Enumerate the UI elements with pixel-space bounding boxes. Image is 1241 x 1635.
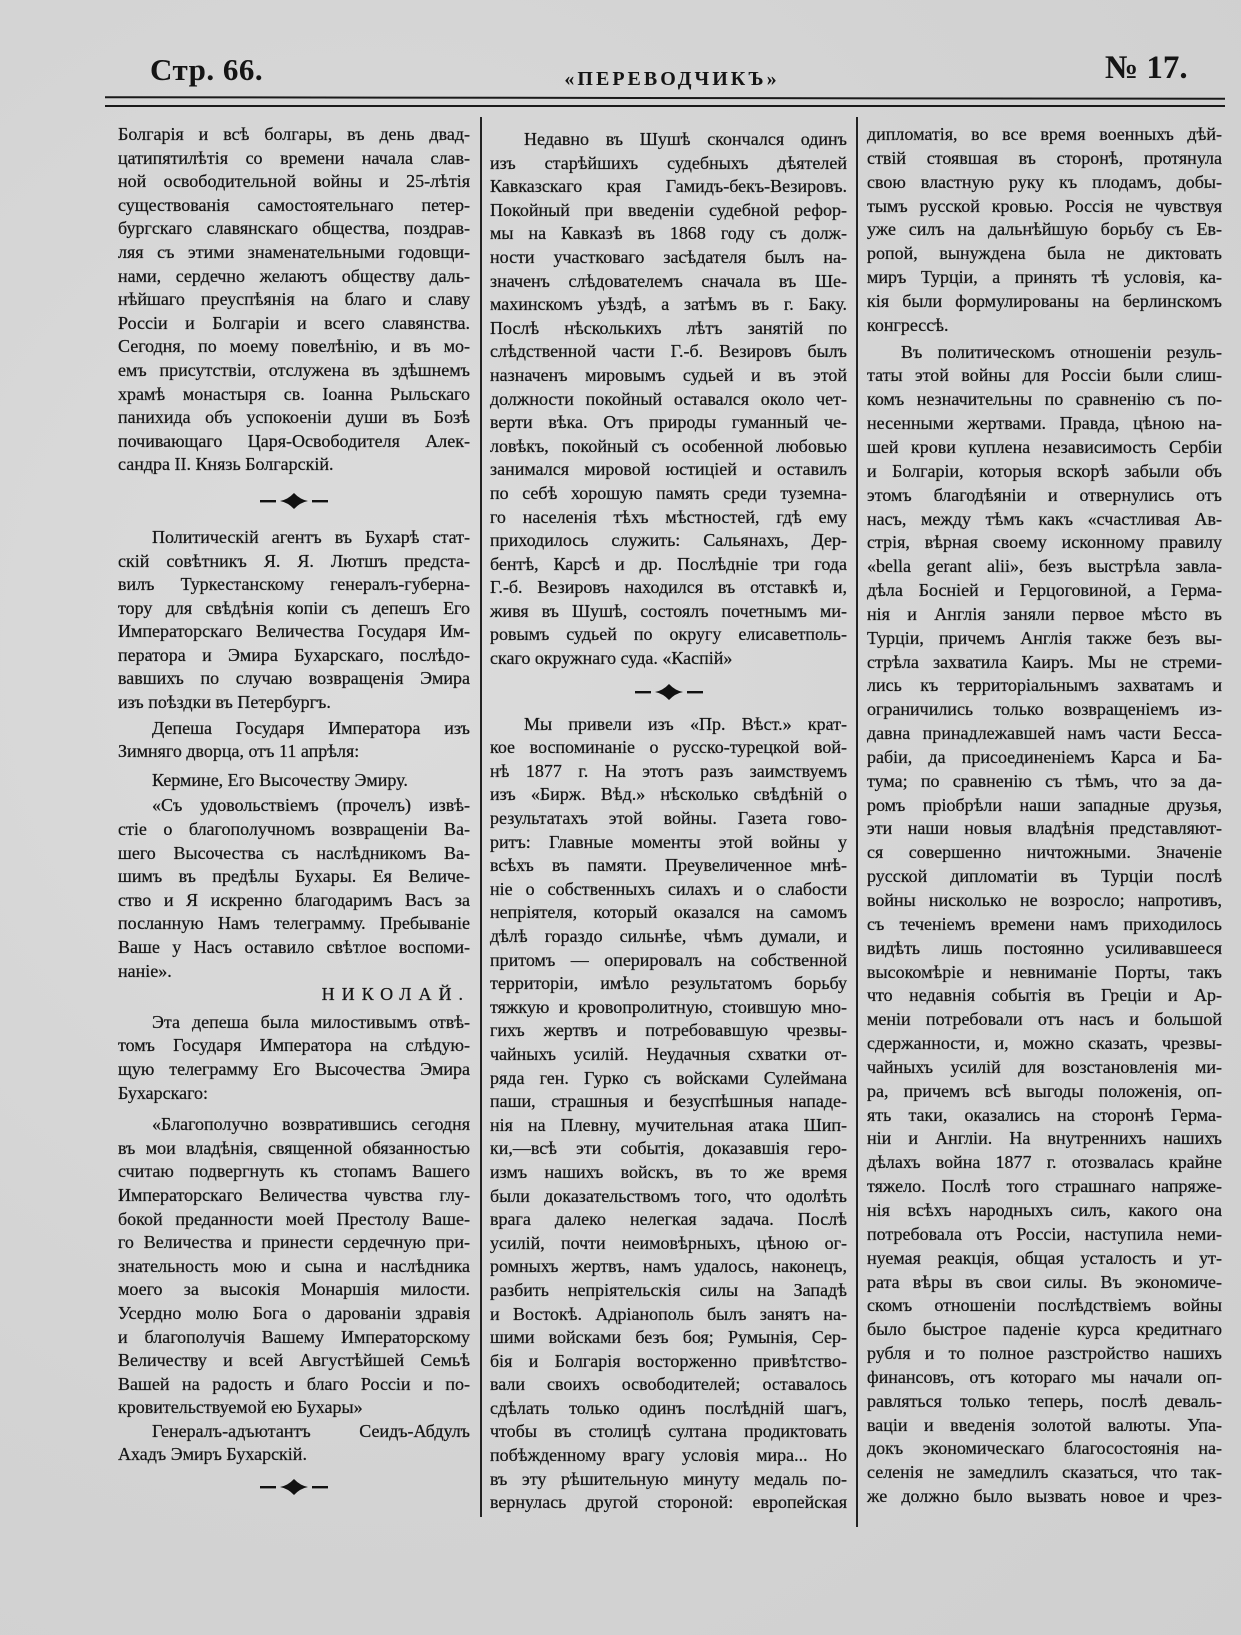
text-line: считаю подвергнуть къ стопамъ Вашего	[118, 1161, 470, 1182]
text-line: Сегодня, по моему повелѣнію, и въ мо-	[118, 336, 470, 357]
text-line: рубля и то полное разстройство нашихъ	[867, 1343, 1222, 1364]
text-line: ствій стоявшая въ сторонѣ, протянула	[867, 147, 1222, 168]
text-line: русской дипломатіи въ Турціи послѣ	[867, 866, 1222, 887]
divider-ornament	[490, 671, 847, 713]
text-line: нія на Плевну, мучительная атака Шип-	[490, 1114, 847, 1135]
text-line: нѣ 1877 г. На этотъ разъ заимствуемъ	[490, 760, 847, 781]
issue-number: № 17.	[1105, 50, 1188, 86]
text-line: ловѣкъ, покойный съ особенной любовью	[490, 435, 847, 456]
text-line: Императорскаго Величества Государя Им-	[118, 621, 470, 642]
text-line: потребовала отъ Россіи, наступила неми-	[867, 1223, 1222, 1244]
text-line: усилій, почти неимовѣрныхъ, цѣною ог-	[490, 1232, 847, 1253]
text-line: сдержанности, и, можно сказать, чрезвы-	[867, 1033, 1222, 1054]
header-rule-top	[105, 96, 1225, 100]
text-line: ператора и Эмира Бухарскаго, послѣдо-	[118, 644, 470, 665]
text-line: стрія, вѣрная своему исконному правилу	[867, 532, 1222, 553]
text-line: и благополучія Вашему Императорскому	[118, 1326, 470, 1347]
text-line: этомъ благодѣяніи и отвернулись отъ	[867, 484, 1222, 505]
text-line: дѣлѣ гораздо сильнѣе, чѣмъ думали, и	[490, 926, 847, 946]
text-line: притомъ — оперировалъ на собственной	[490, 949, 847, 970]
signature	[118, 983, 470, 1007]
diamond-divider-icon	[258, 493, 330, 509]
text-line: тяжело. Послѣ того страшнаго напряже-	[867, 1176, 1222, 1197]
text-line: сдѣлать только одинъ послѣдній шагъ,	[490, 1397, 847, 1418]
text-line: емъ присутствіи, отслужена въ здѣшнемъ	[118, 359, 470, 380]
text-line: нія и Англія заняли первое мѣсто въ	[867, 603, 1222, 624]
paragraph	[118, 123, 470, 477]
paragraph	[118, 1113, 470, 1420]
text-line: шимъ въ предѣлы Бухары. Ея Величе-	[118, 866, 470, 887]
text-line: Усердно молю Бога о дарованіи здравія	[118, 1302, 470, 1323]
text-line: знательность мою и сына и наслѣдника	[118, 1255, 470, 1276]
text-line: НИКОЛАЙ.	[321, 984, 470, 1005]
column-rule	[856, 117, 858, 1527]
text-line: чайныхъ усилій. Неудачныя схватки от-	[490, 1043, 847, 1064]
text-line: разбить непріятельскія силы на Западѣ	[490, 1279, 847, 1300]
text-line: нѣйшаго преуспѣянія на благо и славу	[118, 289, 470, 310]
text-line: почивающаго Царя-Освободителя Алек-	[118, 430, 470, 451]
paragraph	[118, 717, 470, 764]
text-line: кровительствуемой ею Бухары»	[118, 1397, 363, 1418]
text-line: Генералъ-адъютантъ Сеидъ-Абдулъ	[152, 1420, 470, 1441]
text-line: бія и Болгарія восторженно привѣтство-	[490, 1350, 847, 1371]
paragraph	[118, 1011, 470, 1105]
diamond-divider-icon	[633, 684, 705, 700]
text-line: «Благополучно возвратившись сегодня	[152, 1114, 470, 1135]
text-line: верти вѣка. Отъ природы гуманный че-	[490, 412, 847, 433]
text-line: моего за высокія Монаршія милости.	[118, 1279, 470, 1300]
text-line: результатахъ этой войны. Газета гово-	[490, 808, 847, 829]
text-line: ять таки, оказались на сторонѣ Герма-	[867, 1104, 1222, 1125]
text-line: приходилось служить: Сальянахъ, Дер-	[490, 530, 847, 551]
text-line: высокомѣріе и невниманіе Порты, такъ	[867, 961, 1222, 982]
text-line: вали своихъ освободителей; оставалось	[490, 1374, 847, 1395]
text-line: ство и Я искренно благодаримъ Васъ за	[118, 889, 470, 910]
text-line: тымъ русской кровью. Россія не чувствуя	[867, 195, 1222, 216]
text-line: бокой преданности моей Престолу Ваше-	[118, 1208, 470, 1229]
text-line: Россіи и Болгаріи и всего славянства.	[118, 312, 470, 333]
newspaper-title: «ПЕРЕВОДЧИКЪ»	[564, 68, 780, 90]
text-line: ритъ: Главные моменты этой войны у	[490, 831, 847, 852]
text-line: тору для свѣдѣнія копіи съ депешъ Его	[118, 597, 470, 618]
text-line: панихида объ успокоеніи души въ Бозѣ	[118, 407, 470, 428]
text-line: изъ «Бирж. Вѣд.» нѣсколько свѣдѣній о	[490, 784, 847, 805]
text-line: конгрессѣ.	[867, 314, 949, 335]
text-line: Турціи, причемъ Англія также безъ вы-	[867, 627, 1222, 648]
text-line: въ эту рѣшительную минуту медаль по-	[490, 1468, 847, 1489]
text-line: ляя съ этими знаменательными годовщи-	[118, 241, 470, 262]
text-line: докъ экономическаго благосостоянія на-	[867, 1438, 1222, 1459]
text-line: Ахадъ Эмиръ Бухарскій.	[118, 1444, 307, 1465]
text-line: территоріи, имѣло результатомъ борьбу	[490, 973, 847, 994]
text-line: махинскомъ уѣздѣ, а затѣмъ въ г. Баку.	[490, 294, 847, 315]
text-line: шими войсками безъ боя; Румынія, Сер-	[490, 1327, 847, 1348]
text-line: Послѣ нѣсколькихъ лѣтъ занятій по	[490, 317, 847, 338]
text-line: назначенъ мировымъ судьей и въ этой	[490, 364, 847, 385]
text-line: ваціи и введенія золотой валюты. Упа-	[867, 1414, 1222, 1435]
text-line: сандра II. Князь Болгарскій.	[118, 454, 334, 475]
text-line: таты этой войны для Россіи были слиш-	[867, 365, 1222, 386]
text-line: ся совершенно ничтожными. Значеніе	[867, 842, 1222, 863]
paragraph	[867, 123, 1222, 338]
text-line: въ мои владѣнія, священной обязанностью	[118, 1137, 470, 1158]
text-line: же должно было вызвать новое и чрез-	[867, 1486, 1222, 1507]
diamond-divider-icon	[258, 1479, 330, 1495]
text-line: свою властную руку къ плодамъ, добы-	[867, 171, 1222, 192]
text-line: ніе о собственныхъ силахъ и о слабости	[490, 878, 847, 899]
text-line: изъ поѣздки въ Петербургъ.	[118, 692, 331, 713]
text-line: значенъ слѣдователемъ сначала въ Ше-	[490, 270, 847, 291]
page-number: Стр. 66.	[150, 52, 264, 87]
address-line	[118, 769, 470, 793]
text-line: Величеству и всей Августѣйшей Семьѣ	[118, 1350, 470, 1371]
text-line: всѣхъ въ памяти. Преувеличенное мнѣ-	[490, 855, 847, 876]
text-line: рата вѣры въ свои силы. Въ экономиче-	[867, 1271, 1222, 1292]
text-line: дѣла Босніей и Герцоговиной, а Герма-	[867, 580, 1222, 601]
text-line: ограничились только возвращеніемъ из-	[867, 699, 1222, 720]
text-line: ніи и Англіи. На внутреннихъ нашихъ	[867, 1128, 1222, 1149]
text-line: непріятеля, который оказался на самомъ	[490, 902, 847, 923]
text-line: насъ, между тѣмъ какъ «счастливая Ав-	[867, 508, 1222, 529]
paragraph	[490, 713, 847, 1515]
text-line: и Болгаріи, которыя вскорѣ забыли объ	[867, 460, 1222, 481]
text-line: изъ старѣйшихъ судебныхъ дѣятелей	[490, 152, 847, 173]
text-line: дѣлахъ война 1877 г. отозвалась крайне	[867, 1152, 1222, 1173]
text-line: было быстрое паденіе курса кредитнаго	[867, 1319, 1222, 1340]
text-line: миръ Турціи, а принять тѣ условія, ка-	[867, 267, 1222, 288]
text-line: нами, сердечно желаютъ обществу даль-	[118, 265, 470, 286]
text-line: по себѣ хорошую память среди туземна-	[490, 482, 847, 503]
text-line: паши, страшныя и безуспѣшныя нападе-	[490, 1091, 847, 1112]
text-line: бургскаго славянскаго общества, поздрав-	[118, 218, 470, 239]
text-line: стрѣла захватила Каиръ. Мы не стреми-	[867, 651, 1222, 672]
text-line: войны нисколько не возросло; напротивъ,	[867, 890, 1222, 910]
text-line: мы на Кавказѣ въ 1868 году съ долж-	[490, 223, 847, 244]
text-line: ромъ пріобрѣли наши западные друзья,	[867, 794, 1222, 815]
text-line: наніе».	[118, 960, 172, 981]
text-line: храмѣ монастыря св. Іоанна Рыльскаго	[118, 383, 470, 404]
text-line: побѣжденному врагу условія мира... Но	[490, 1445, 847, 1466]
text-line: ности участковаго засѣдателя былъ на-	[490, 246, 847, 267]
text-line: Императорскаго Величества чувства глу-	[118, 1184, 470, 1205]
text-line: Недавно въ Шушѣ скончался одинъ	[524, 129, 847, 149]
text-line: бентѣ, Карсѣ и др. Послѣдніе три года	[490, 553, 847, 574]
text-line: нуемая реакція, общая усталость и ут-	[867, 1247, 1222, 1268]
text-line: Депеша Государя Императора изъ	[152, 717, 470, 738]
text-line: меніи потребовали отъ насъ и большой	[867, 1009, 1222, 1030]
divider-ornament	[118, 477, 470, 526]
text-line: вернулась другой стороной: европейская	[490, 1492, 847, 1513]
text-line: скомъ отношеніи послѣдствіемъ войны	[867, 1295, 1222, 1316]
text-line: финансовъ, отъ котораго мы начали оп-	[867, 1366, 1222, 1387]
text-line: съ теченіемъ времени намъ приходилось	[867, 913, 1222, 934]
text-line: «Съ удовольствіемъ (прочелъ) извѣ-	[152, 795, 470, 816]
text-line: Бухарскаго:	[118, 1082, 209, 1103]
text-line: гихъ жертвъ и потребовавшую чрезвы-	[490, 1020, 847, 1041]
text-line: были доказательствомъ того, что одолѣть	[490, 1185, 847, 1206]
text-line: ропой, вынуждена была не диктовать	[867, 243, 1222, 264]
text-line: шей крови куплена независимость Сербіи	[867, 436, 1222, 457]
text-line: лись къ территоріальнымъ захватамъ и	[867, 675, 1222, 696]
text-line: шего Высочества съ наслѣдникомъ Ва-	[118, 842, 470, 863]
column-2	[490, 128, 847, 1515]
text-line: цатипятилѣтія со времени начала слав-	[118, 147, 470, 168]
text-line: живя въ Шушѣ, состоялъ почетнымъ ми-	[490, 600, 847, 621]
text-line: Эта депеша была милостивымъ отвѣ-	[152, 1011, 470, 1032]
text-line: видѣть лишь постоянно усиливавшееся	[867, 937, 1222, 958]
text-line: Политическій агентъ въ Бухарѣ стат-	[152, 526, 470, 547]
text-line: вавшихъ по случаю возвращенія Эмира	[118, 668, 470, 689]
text-line: скій совѣтникъ Я. Я. Лютшъ предста-	[118, 550, 470, 571]
text-line: чайныхъ усилій для возстановленія ми-	[867, 1056, 1222, 1077]
text-line: вилъ Туркестанскому генералъ-губерна-	[118, 574, 470, 595]
text-line: посланную Намъ телеграмму. Пребываніе	[118, 913, 470, 934]
text-line: занимался мировой юстиціей и оставилъ	[490, 459, 847, 480]
text-line: комъ незначительны по сравненію съ по-	[867, 389, 1222, 410]
header-rule-bottom	[105, 105, 1225, 107]
text-line: Ваше у Насъ оставило свѣтлое воспоми-	[118, 937, 470, 957]
paragraph	[118, 794, 470, 983]
text-line: го Величества и принести сердечную при-	[118, 1232, 470, 1253]
text-line: Покойный при введеніи судебной рефор-	[490, 199, 847, 220]
text-line: должности покойный оставался около чет-	[490, 388, 847, 409]
text-line: стіе о благополучномъ возвращеніи Ва-	[118, 819, 470, 840]
text-line: ки,—всѣ эти событія, доказавшія геро-	[490, 1138, 847, 1159]
text-line: ряда ген. Гурко съ войсками Сулеймана	[490, 1067, 847, 1088]
text-line: тума; по сравненію съ тѣмъ, что за да-	[867, 770, 1222, 791]
text-line: Зимняго дворца, отъ 11 апрѣля:	[118, 741, 360, 762]
paragraph	[118, 1420, 470, 1467]
text-line: ровымъ судьей по округу елисаветполь-	[490, 624, 847, 645]
text-line: врага далеко нелегкая задача. Послѣ	[490, 1209, 847, 1230]
text-line: Кавказскаго края Гамидъ-бекъ-Везировъ.	[490, 176, 847, 197]
text-line: ной освободительной войны и 25-лѣтія	[118, 171, 470, 192]
text-line: давна принадлежавшей намъ части Бесса-	[867, 723, 1222, 744]
text-line: кія были формулированы на берлинскомъ	[867, 290, 1222, 311]
text-line: Г.-б. Везировъ находился въ отставкѣ и,	[490, 577, 847, 598]
text-line: Кермине, Его Высочеству Эмиру.	[152, 769, 408, 790]
text-line: Въ политическомъ отношеніи резуль-	[901, 341, 1222, 362]
paragraph	[867, 341, 1222, 1509]
text-line: рабіи, да присоединеніемъ Карса и Ба-	[867, 746, 1222, 767]
column-rule	[480, 117, 482, 1517]
text-line: ра, причемъ всѣ выгоды положенія, оп-	[867, 1080, 1222, 1101]
text-line: несенными жертвами. Правда, цѣною на-	[867, 413, 1222, 434]
text-line: и Востокѣ. Адріанополь былъ занятъ на-	[490, 1303, 847, 1324]
column-3	[867, 123, 1222, 1509]
text-line: уже силъ на дальнѣйшую борьбу съ Ев-	[867, 219, 1222, 240]
text-line: го населенія тѣхъ мѣстностей, гдѣ ему	[490, 506, 847, 527]
text-line: дипломатія, во все время военныхъ дѣй-	[867, 124, 1222, 144]
text-line: кое воспоминаніе о русско-турецкой вой-	[490, 737, 847, 758]
text-line: равляться только теперь, послѣ деваль-	[867, 1390, 1222, 1411]
text-line: что недавнія событія въ Греціи и Ар-	[867, 985, 1222, 1006]
text-line: томъ Государя Императора на слѣдую-	[118, 1035, 470, 1056]
text-line: слѣдственной части Г.-б. Везировъ былъ	[490, 341, 847, 362]
text-line: существованія самостоятельнаго петер-	[118, 194, 470, 215]
text-line: чтобы въ столицѣ султана продиктовать	[490, 1421, 847, 1442]
text-line: эти наши новыя владѣнія представляют-	[867, 818, 1222, 839]
text-line: Мы привели изъ «Пр. Вѣст.» крат-	[524, 713, 847, 734]
text-line: селенія не замедлилъ сказаться, что так-	[867, 1462, 1222, 1483]
text-line: щую телеграмму Его Высочества Эмира	[118, 1058, 470, 1079]
text-line: измъ нашихъ войскъ, въ то же время	[490, 1161, 847, 1182]
text-line: Болгарія и всѣ болгары, въ день двад-	[118, 124, 470, 144]
text-line: ромныхъ жертвъ, намъ удалось, наконецъ,	[490, 1256, 847, 1277]
paragraph	[118, 526, 470, 715]
text-line: Вашей на радость и благо Россіи и по-	[118, 1373, 470, 1394]
column-1	[118, 123, 470, 1507]
text-line: нія всѣхъ народныхъ силъ, какого она	[867, 1199, 1222, 1220]
text-line: скаго окружнаго суда. «Каспій»	[490, 648, 733, 669]
divider-ornament	[118, 1467, 470, 1507]
text-line: «bella gerant alii», безъ выстрѣла завла-	[867, 556, 1222, 577]
text-line: тяжкую и кровопролитную, стоившую мно-	[490, 996, 847, 1017]
paragraph	[490, 128, 847, 671]
